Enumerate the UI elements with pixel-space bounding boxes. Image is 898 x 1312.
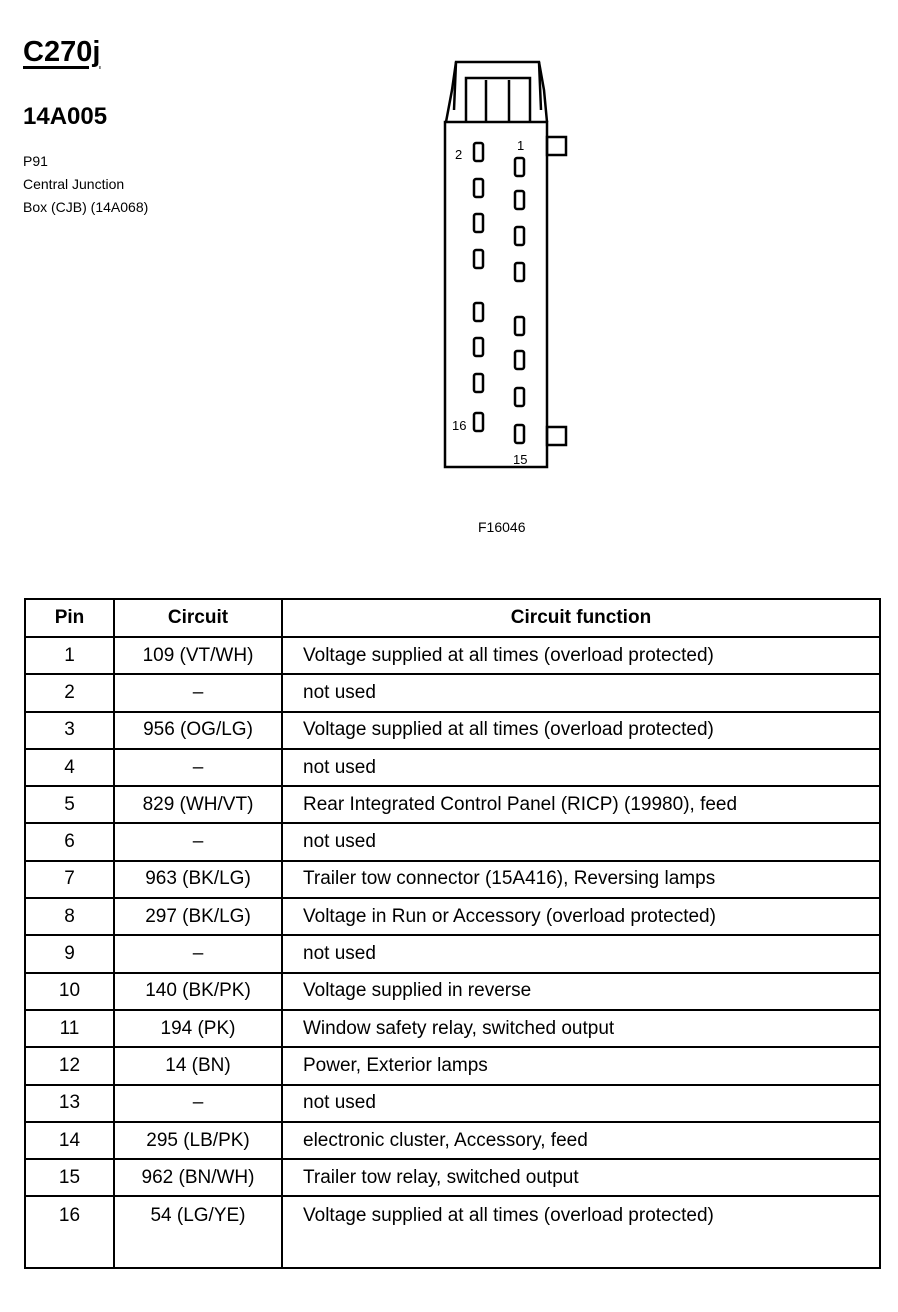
circuit-cell: – xyxy=(114,674,282,711)
table-body xyxy=(25,637,880,1268)
pin-cell: 14 xyxy=(25,1122,114,1159)
function-cell: not used xyxy=(282,1085,880,1122)
pin-cell: 5 xyxy=(25,786,114,823)
pin-cell: 12 xyxy=(25,1047,114,1084)
figure-id: F16046 xyxy=(478,519,526,535)
function-cell: Trailer tow relay, switched output xyxy=(282,1159,880,1196)
function-cell: Voltage supplied at all times (overload protected) xyxy=(282,637,880,674)
circuit-cell: 54 (LG/YE) xyxy=(114,1196,282,1268)
table-row xyxy=(25,1122,880,1159)
pin-label: 15 xyxy=(513,452,528,467)
pin-cell: 8 xyxy=(25,898,114,935)
pin-cavity xyxy=(474,179,483,197)
pin-cavity xyxy=(515,317,524,335)
pin-cavity xyxy=(474,374,483,392)
pin-cavity xyxy=(515,425,524,443)
pin-cell: 16 xyxy=(25,1196,114,1268)
table-row xyxy=(25,861,880,898)
circuit-cell: 956 (OG/LG) xyxy=(114,712,282,749)
column-header-circuit: Circuit xyxy=(114,599,282,637)
pin-cavity xyxy=(515,263,524,281)
connector-tab xyxy=(547,137,566,155)
part-number: 14A005 xyxy=(23,103,108,130)
table-row xyxy=(25,898,880,935)
pin-cavity xyxy=(515,351,524,369)
connector-id: C270j xyxy=(23,36,101,68)
function-cell: Voltage supplied in reverse xyxy=(282,973,880,1010)
function-cell: Voltage supplied at all times (overload protected) xyxy=(282,1196,880,1268)
table-row xyxy=(25,973,880,1010)
table-row xyxy=(25,712,880,749)
connector-tab xyxy=(547,427,566,445)
function-cell: not used xyxy=(282,749,880,786)
function-cell: electronic cluster, Accessory, feed xyxy=(282,1122,880,1159)
table-row xyxy=(25,1196,880,1268)
description-line: Box (CJB) (14A068) xyxy=(23,199,149,215)
pin-cavity xyxy=(474,303,483,321)
table-row xyxy=(25,674,880,711)
table-row xyxy=(25,786,880,823)
function-cell: Trailer tow connector (15A416), Reversing lamps xyxy=(282,861,880,898)
function-cell: Window safety relay, switched output xyxy=(282,1010,880,1047)
function-cell: not used xyxy=(282,935,880,972)
circuit-cell: 963 (BK/LG) xyxy=(114,861,282,898)
pin-cell: 9 xyxy=(25,935,114,972)
table-header-row xyxy=(25,599,880,637)
circuit-cell: 829 (WH/VT) xyxy=(114,786,282,823)
table-row xyxy=(25,823,880,860)
pin-label: 16 xyxy=(452,418,467,433)
pin-cavity xyxy=(474,338,483,356)
connector-body xyxy=(445,122,547,467)
pin-cavity xyxy=(515,158,524,176)
connector-latch xyxy=(446,62,547,122)
function-cell: not used xyxy=(282,674,880,711)
pin-cavity xyxy=(515,388,524,406)
pin-cell: 10 xyxy=(25,973,114,1010)
circuit-cell: – xyxy=(114,823,282,860)
pin-cavity xyxy=(474,413,483,431)
table-row xyxy=(25,935,880,972)
function-cell: Voltage supplied at all times (overload protected) xyxy=(282,712,880,749)
table-row xyxy=(25,1085,880,1122)
pin-cell: 13 xyxy=(25,1085,114,1122)
location-code: P91 xyxy=(23,153,48,169)
pin-cell: 11 xyxy=(25,1010,114,1047)
table-row xyxy=(25,1047,880,1084)
function-cell: not used xyxy=(282,823,880,860)
pin-cavity xyxy=(474,214,483,232)
connector-face-diagram xyxy=(0,0,898,520)
pin-cavity xyxy=(515,191,524,209)
pin-label: 2 xyxy=(455,147,463,162)
circuit-cell: 14 (BN) xyxy=(114,1047,282,1084)
table-row xyxy=(25,637,880,674)
pin-cell: 15 xyxy=(25,1159,114,1196)
column-header-pin: Pin xyxy=(25,599,114,637)
circuit-cell: – xyxy=(114,935,282,972)
table-row xyxy=(25,1010,880,1047)
table-row xyxy=(25,749,880,786)
pin-label: 1 xyxy=(517,138,525,153)
circuit-cell: 297 (BK/LG) xyxy=(114,898,282,935)
pin-cell: 1 xyxy=(25,637,114,674)
pin-cell: 6 xyxy=(25,823,114,860)
pin-cavity xyxy=(474,250,483,268)
table-row xyxy=(25,1159,880,1196)
pin-cell: 4 xyxy=(25,749,114,786)
pin-cavity xyxy=(474,143,483,161)
circuit-cell: 194 (PK) xyxy=(114,1010,282,1047)
pin-cell: 2 xyxy=(25,674,114,711)
function-cell: Voltage in Run or Accessory (overload protected) xyxy=(282,898,880,935)
circuit-cell: – xyxy=(114,749,282,786)
circuit-cell: 295 (LB/PK) xyxy=(114,1122,282,1159)
circuit-cell: 962 (BN/WH) xyxy=(114,1159,282,1196)
pinout-table xyxy=(24,598,881,1269)
column-header-function: Circuit function xyxy=(282,599,880,637)
pin-cavities xyxy=(474,143,524,443)
circuit-cell: 109 (VT/WH) xyxy=(114,637,282,674)
circuit-cell: 140 (BK/PK) xyxy=(114,973,282,1010)
circuit-cell: – xyxy=(114,1085,282,1122)
pin-cavity xyxy=(515,227,524,245)
function-cell: Rear Integrated Control Panel (RICP) (19980), feed xyxy=(282,786,880,823)
pin-cell: 7 xyxy=(25,861,114,898)
pin-cell: 3 xyxy=(25,712,114,749)
function-cell: Power, Exterior lamps xyxy=(282,1047,880,1084)
description-line: Central Junction xyxy=(23,176,125,192)
